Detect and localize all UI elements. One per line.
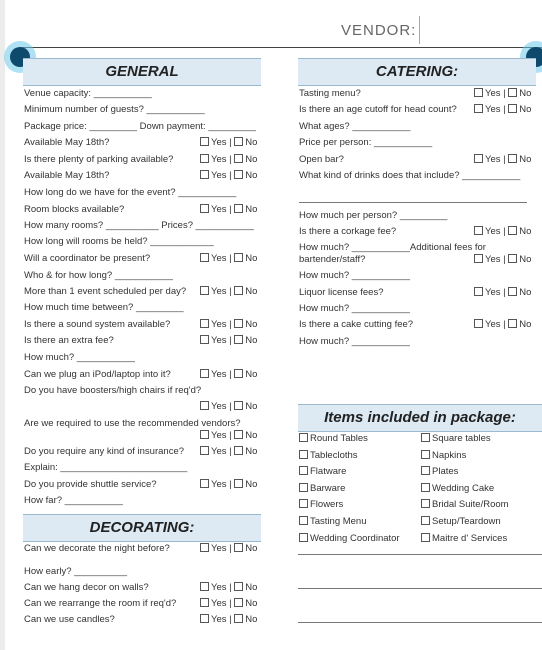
- catering-question: What kind of drinks does that include? ___________: [299, 170, 521, 181]
- general-question: How long will rooms be held? ____________: [24, 236, 214, 247]
- decorating-yes-no: [200, 582, 257, 594]
- no-label: No: [245, 598, 258, 609]
- catering-question: How much per person? _________: [299, 210, 448, 221]
- general-question: Can we plug an iPod/laptop into it?: [24, 369, 171, 380]
- yes-checkbox[interactable]: [200, 446, 209, 455]
- no-label: No: [519, 254, 532, 265]
- no-checkbox[interactable]: [234, 598, 243, 607]
- general-yes-no: [200, 479, 257, 491]
- no-label: No: [245, 253, 258, 264]
- no-label: No: [519, 287, 532, 298]
- item-label: Tablecloths: [310, 450, 358, 461]
- decorating-yes-no: [200, 614, 257, 626]
- package-item[interactable]: [421, 466, 458, 478]
- no-checkbox[interactable]: [234, 253, 243, 262]
- general-question: Package price: _________ Down payment: _________: [24, 121, 256, 132]
- yes-checkbox[interactable]: [474, 104, 483, 113]
- package-item[interactable]: [299, 433, 368, 445]
- yes-checkbox[interactable]: [200, 479, 209, 488]
- catering-question: Is there an age cutoff for head count?: [299, 104, 457, 115]
- general-question: Explain: ________________________: [24, 462, 188, 473]
- package-item[interactable]: [421, 516, 501, 528]
- yes-checkbox[interactable]: [474, 226, 483, 235]
- general-question: Will a coordinator be present?: [24, 253, 151, 264]
- general-question: Is there plenty of parking available?: [24, 154, 174, 165]
- yes-label: Yes |: [485, 154, 509, 165]
- no-checkbox[interactable]: [508, 287, 517, 296]
- catering-yes-no: [474, 88, 531, 100]
- general-yes-no: [200, 335, 257, 347]
- yes-checkbox[interactable]: [200, 286, 209, 295]
- catering-yes-no: [474, 319, 531, 331]
- no-checkbox[interactable]: [508, 154, 517, 163]
- general-question: Is there a sound system available?: [24, 319, 171, 330]
- general-question: How far? ___________: [24, 495, 123, 506]
- no-checkbox[interactable]: [234, 401, 243, 410]
- yes-checkbox[interactable]: [200, 319, 209, 328]
- yes-label: Yes |: [485, 226, 509, 237]
- item-checkbox[interactable]: [421, 433, 430, 442]
- decorating-yes-no: [200, 598, 257, 610]
- decorating-question: Can we decorate the night before?: [24, 543, 170, 554]
- notes-line[interactable]: [298, 588, 542, 589]
- no-label: No: [245, 430, 258, 441]
- general-yes-no: [200, 137, 257, 149]
- package-item[interactable]: [299, 499, 343, 511]
- no-label: No: [519, 104, 532, 115]
- general-yes-no: [200, 401, 257, 413]
- catering-yes-no: [474, 287, 531, 299]
- notes-line[interactable]: [298, 554, 542, 555]
- general-question: Available May 18th?: [24, 137, 110, 148]
- yes-checkbox[interactable]: [200, 369, 209, 378]
- top-divider: [19, 47, 542, 48]
- item-label: Napkins: [432, 450, 467, 461]
- no-label: No: [245, 401, 258, 412]
- no-label: No: [519, 226, 532, 237]
- general-question: How much time between? _________: [24, 302, 184, 313]
- general-yes-no: [200, 170, 257, 182]
- item-label: Wedding Coordinator: [310, 533, 400, 544]
- item-checkbox[interactable]: [421, 450, 430, 459]
- no-checkbox[interactable]: [508, 319, 517, 328]
- general-question: Minimum number of guests? ___________: [24, 104, 205, 115]
- catering-question: How much? ___________Additional fees for: [299, 242, 486, 253]
- general-yes-no: [200, 204, 257, 216]
- no-label: No: [245, 137, 258, 148]
- general-yes-no: [200, 319, 257, 331]
- catering-question: Is there a corkage fee?: [299, 226, 397, 237]
- item-label: Wedding Cake: [432, 483, 495, 494]
- vendor-field[interactable]: [419, 16, 542, 44]
- no-checkbox[interactable]: [234, 154, 243, 163]
- item-checkbox[interactable]: [421, 533, 430, 542]
- item-checkbox[interactable]: [299, 466, 308, 475]
- catering-question: Liquor license fees?: [299, 287, 384, 298]
- item-label: Square tables: [432, 433, 491, 444]
- general-yes-no: [200, 253, 257, 265]
- general-question: How long do we have for the event? ___________: [24, 187, 237, 198]
- no-checkbox[interactable]: [508, 104, 517, 113]
- general-yes-no: [200, 154, 257, 166]
- item-label: Tasting Menu: [310, 516, 367, 527]
- item-label: Barware: [310, 483, 346, 494]
- no-checkbox[interactable]: [234, 335, 243, 344]
- yes-checkbox[interactable]: [200, 582, 209, 591]
- catering-question: Price per person: ___________: [299, 137, 433, 148]
- general-question: Available May 18th?: [24, 170, 110, 181]
- general-yes-no: [200, 369, 257, 381]
- yes-checkbox[interactable]: [474, 254, 483, 263]
- no-label: No: [245, 170, 258, 181]
- no-label: No: [245, 369, 258, 380]
- no-checkbox[interactable]: [234, 543, 243, 552]
- decorating-question: How early? __________: [24, 566, 127, 577]
- no-checkbox[interactable]: [234, 582, 243, 591]
- no-label: No: [245, 582, 258, 593]
- yes-label: Yes |: [211, 614, 235, 625]
- yes-label: Yes |: [485, 254, 509, 265]
- item-checkbox[interactable]: [421, 466, 430, 475]
- catering-question: How much? ___________: [299, 303, 410, 314]
- no-label: No: [519, 319, 532, 330]
- yes-checkbox[interactable]: [200, 401, 209, 410]
- yes-label: Yes |: [211, 154, 235, 165]
- no-checkbox[interactable]: [234, 137, 243, 146]
- no-checkbox[interactable]: [234, 286, 243, 295]
- no-label: No: [519, 88, 532, 99]
- yes-label: Yes |: [211, 319, 235, 330]
- package-item[interactable]: [421, 533, 507, 545]
- decorating-heading: DECORATING:: [23, 514, 261, 542]
- yes-label: Yes |: [211, 401, 235, 412]
- package-item[interactable]: [421, 499, 509, 511]
- no-checkbox[interactable]: [234, 319, 243, 328]
- item-label: Plates: [432, 466, 459, 477]
- yes-checkbox[interactable]: [200, 614, 209, 623]
- yes-label: Yes |: [211, 137, 235, 148]
- no-label: No: [245, 479, 258, 490]
- general-question: Is there an extra fee?: [24, 335, 114, 346]
- general-question: Who & for how long? ___________: [24, 270, 173, 281]
- catering-question: How much? ___________: [299, 336, 410, 347]
- no-label: No: [245, 614, 258, 625]
- notes-line[interactable]: [298, 622, 542, 623]
- general-yes-no: [200, 446, 257, 458]
- yes-label: Yes |: [211, 335, 235, 346]
- no-label: No: [245, 335, 258, 346]
- catering-heading: CATERING:: [298, 58, 536, 86]
- general-heading: GENERAL: [23, 58, 261, 86]
- package-item[interactable]: [299, 516, 367, 528]
- no-label: No: [245, 543, 258, 554]
- no-checkbox[interactable]: [234, 369, 243, 378]
- item-label: Setup/Teardown: [432, 516, 501, 527]
- general-question: Do you require any kind of insurance?: [24, 446, 185, 457]
- answer-line[interactable]: [299, 202, 527, 203]
- item-checkbox[interactable]: [421, 516, 430, 525]
- decorating-yes-no: [200, 543, 257, 555]
- package-item[interactable]: [421, 433, 491, 445]
- item-checkbox[interactable]: [299, 533, 308, 542]
- yes-label: Yes |: [211, 253, 235, 264]
- no-checkbox[interactable]: [508, 226, 517, 235]
- catering-question: bartender/staff?: [299, 254, 366, 265]
- general-yes-no: [200, 430, 257, 442]
- yes-checkbox[interactable]: [200, 335, 209, 344]
- no-checkbox[interactable]: [234, 170, 243, 179]
- catering-yes-no: [474, 254, 531, 266]
- general-question: Do you have boosters/high chairs if req'd?: [24, 385, 202, 396]
- yes-checkbox[interactable]: [474, 88, 483, 97]
- yes-label: Yes |: [211, 543, 235, 554]
- no-checkbox[interactable]: [234, 446, 243, 455]
- yes-checkbox[interactable]: [200, 253, 209, 262]
- item-label: Maitre d' Services: [432, 533, 508, 544]
- item-label: Bridal Suite/Room: [432, 499, 509, 510]
- yes-label: Yes |: [211, 286, 235, 297]
- item-checkbox[interactable]: [299, 516, 308, 525]
- item-label: Flowers: [310, 499, 344, 510]
- yes-checkbox[interactable]: [474, 154, 483, 163]
- general-question: More than 1 event scheduled per day?: [24, 286, 187, 297]
- no-label: No: [245, 204, 258, 215]
- yes-checkbox[interactable]: [200, 430, 209, 439]
- no-label: No: [245, 446, 258, 457]
- no-label: No: [519, 154, 532, 165]
- no-checkbox[interactable]: [234, 204, 243, 213]
- yes-label: Yes |: [211, 204, 235, 215]
- item-checkbox[interactable]: [299, 499, 308, 508]
- catering-yes-no: [474, 154, 531, 166]
- decorating-question: Can we use candles?: [24, 614, 115, 625]
- yes-label: Yes |: [211, 369, 235, 380]
- catering-question: How much? ___________: [299, 270, 410, 281]
- package-item[interactable]: [299, 533, 400, 545]
- package-item[interactable]: [299, 450, 358, 462]
- catering-yes-no: [474, 104, 531, 116]
- item-checkbox[interactable]: [299, 483, 308, 492]
- package-item[interactable]: [421, 450, 466, 462]
- general-question: Are we required to use the recommended vendors?: [24, 418, 241, 429]
- form-page: [5, 0, 542, 650]
- general-question: Do you provide shuttle service?: [24, 479, 157, 490]
- yes-checkbox[interactable]: [200, 204, 209, 213]
- yes-label: Yes |: [485, 319, 509, 330]
- no-checkbox[interactable]: [234, 479, 243, 488]
- item-checkbox[interactable]: [421, 499, 430, 508]
- catering-question: What ages? ___________: [299, 121, 411, 132]
- item-checkbox[interactable]: [421, 483, 430, 492]
- yes-checkbox[interactable]: [200, 154, 209, 163]
- yes-label: Yes |: [211, 446, 235, 457]
- yes-checkbox[interactable]: [200, 137, 209, 146]
- item-checkbox[interactable]: [299, 433, 308, 442]
- yes-label: Yes |: [211, 598, 235, 609]
- item-label: Round Tables: [310, 433, 368, 444]
- vendor-label: VENDOR:: [341, 22, 417, 39]
- package-item[interactable]: [421, 483, 494, 495]
- general-yes-no: [200, 286, 257, 298]
- no-checkbox[interactable]: [234, 614, 243, 623]
- catering-question: Is there a cake cutting fee?: [299, 319, 414, 330]
- catering-yes-no: [474, 226, 531, 238]
- yes-label: Yes |: [211, 479, 235, 490]
- decorating-question: Can we hang decor on walls?: [24, 582, 149, 593]
- package-item[interactable]: [299, 483, 345, 495]
- catering-question: Tasting menu?: [299, 88, 361, 99]
- yes-label: Yes |: [211, 430, 235, 441]
- yes-checkbox[interactable]: [200, 543, 209, 552]
- general-question: Room blocks available?: [24, 204, 125, 215]
- yes-label: Yes |: [211, 582, 235, 593]
- yes-checkbox[interactable]: [200, 170, 209, 179]
- no-checkbox[interactable]: [508, 88, 517, 97]
- no-label: No: [245, 154, 258, 165]
- decorating-question: Can we rearrange the room if req'd?: [24, 598, 177, 609]
- yes-label: Yes |: [485, 287, 509, 298]
- general-question: How many rooms? __________ Prices? ___________: [24, 220, 254, 231]
- yes-label: Yes |: [485, 88, 509, 99]
- yes-checkbox[interactable]: [200, 598, 209, 607]
- no-label: No: [245, 319, 258, 330]
- no-checkbox[interactable]: [234, 430, 243, 439]
- yes-checkbox[interactable]: [474, 287, 483, 296]
- yes-label: Yes |: [485, 104, 509, 115]
- catering-question: Open bar?: [299, 154, 344, 165]
- yes-checkbox[interactable]: [474, 319, 483, 328]
- general-question: How much? ___________: [24, 352, 135, 363]
- item-checkbox[interactable]: [299, 450, 308, 459]
- package-heading: Items included in package:: [298, 404, 542, 432]
- yes-label: Yes |: [211, 170, 235, 181]
- item-label: Flatware: [310, 466, 347, 477]
- no-checkbox[interactable]: [508, 254, 517, 263]
- package-item[interactable]: [299, 466, 346, 478]
- no-label: No: [245, 286, 258, 297]
- general-question: Venue capacity: ___________: [24, 88, 152, 99]
